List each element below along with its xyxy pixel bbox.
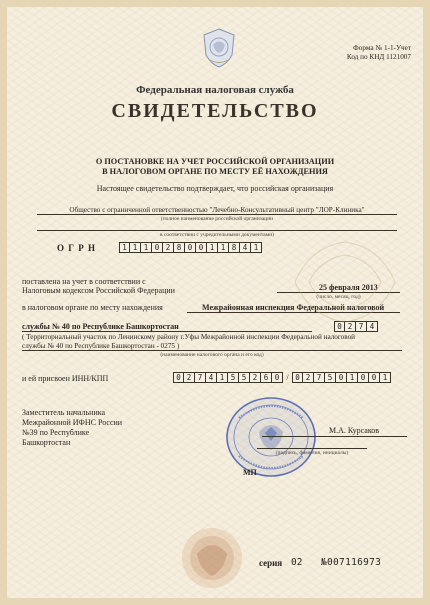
ogrn-digit: 0 [152,242,163,253]
ogrn-digit: 1 [119,242,130,253]
ogrn-digit: 8 [229,242,240,253]
inn-digit: 2 [250,372,261,383]
founding-caption: в соответствии с учредительными документами) [159,232,274,238]
authority-caption: (наименование налогового органа и его код) [160,352,264,358]
ogrn-digit: 1 [130,242,141,253]
golden-emblem-watermark-icon [177,526,247,590]
inn-digit: 7 [195,372,206,383]
authority-label: в налоговом органе по месту нахождения [22,303,163,312]
kpp-digit: 0 [358,372,369,383]
ogrn-digit: 1 [218,242,229,253]
authority-code-digit: 7 [356,321,367,332]
serial-number: №007116973 [321,557,382,568]
serial-label: серия [259,558,283,568]
inn-digit: 5 [239,372,250,383]
organization-name-caption: (полное наименование российской организации [160,216,274,222]
document-title: СВИДЕТЕЛЬСТВО [111,100,319,122]
official-stamp-icon [225,396,317,478]
kpp-digit: 1 [347,372,358,383]
date-caption: (число, месяц, год) [316,294,361,300]
ogrn-digit: 8 [174,242,185,253]
fns-emblem-icon [201,27,237,69]
ogrn-digit: 1 [207,242,218,253]
document-subtitle: О ПОСТАНОВКЕ НА УЧЕТ РОССИЙСКОЙ ОРГАНИЗАЦИИ В НАЛОГОВОМ ОРГАНЕ ПО МЕСТУ ЕЁ НАХОЖДЕНИЯ [95,157,335,176]
kpp-digit: 2 [303,372,314,383]
inn-digit: 0 [272,372,283,383]
knd-code: Код по КНД 1121007 [346,53,411,61]
inn-digit: 0 [173,372,184,383]
ogrn-digit: 2 [163,242,174,253]
authority-code-digit: 2 [345,321,356,332]
ogrn-digit: 0 [185,242,196,253]
serial-series: 02 [291,557,303,568]
signatory-name: М.А. Курсаков [329,426,380,435]
kpp-digit: 7 [314,372,325,383]
ogrn-digit: 0 [196,242,207,253]
registration-basis: поставлена на учет в соответствии с Налоговым кодексом Российской Федерации [22,277,175,295]
kpp-digit: 1 [380,372,391,383]
inn-digit: 1 [217,372,228,383]
kpp-digit: 0 [292,372,303,383]
authority-code-digit: 0 [334,321,345,332]
confirm-text: Настоящее свидетельство подтверждает, что российская организация [96,184,334,193]
ogrn-label: О Г Р Н [57,243,96,253]
kpp-digit: 5 [325,372,336,383]
form-number: Форма № 1-1-Учет [353,44,411,52]
inn-kpp-label: и ей присвоен ИНН/КПП [22,374,109,383]
kpp-digit: 0 [369,372,380,383]
registration-date: 25 февраля 2013 [319,283,378,292]
signature-caption: (подпись, фамилия, инициалы) [275,450,349,456]
inn-digit: 5 [228,372,239,383]
inn-digit: 6 [261,372,272,383]
ogrn-digit: 4 [240,242,251,253]
territory-description: ( Территориальный участок по Ленинскому району г.Уфы Межрайонной инспекции Федеральной налоговой службы № 40 по Республике Башкортостан - 0275 ) [22,333,356,350]
agency-name: Федеральная налоговая служба [136,84,294,96]
signatory-position: Заместитель начальника Межрайонной ИФНС России №39 по Республике Башкортостан [22,408,123,447]
ogrn-digit: 1 [251,242,262,253]
organization-name: Общество с ограниченной ответственностью "Лечебно-Консультативный центр "ЛОР-Клиника" [69,206,365,214]
ogrn-digit: 1 [141,242,152,253]
ogrn-digit-boxes [119,242,262,253]
inn-digit: 2 [184,372,195,383]
kpp-digit: 0 [336,372,347,383]
authority-name-line2: службы № 40 по Республике Башкортостан [22,322,179,331]
inn-kpp-digit-boxes [173,372,391,383]
mp-mark: МП [243,468,257,477]
inn-digit: 4 [206,372,217,383]
authority-code-digit: 4 [367,321,378,332]
authority-name-line1: Межрайонная инспекция Федеральной налоговой [202,303,385,312]
inn-kpp-divider: / [286,373,289,382]
background-ornament-icon [285,237,405,332]
